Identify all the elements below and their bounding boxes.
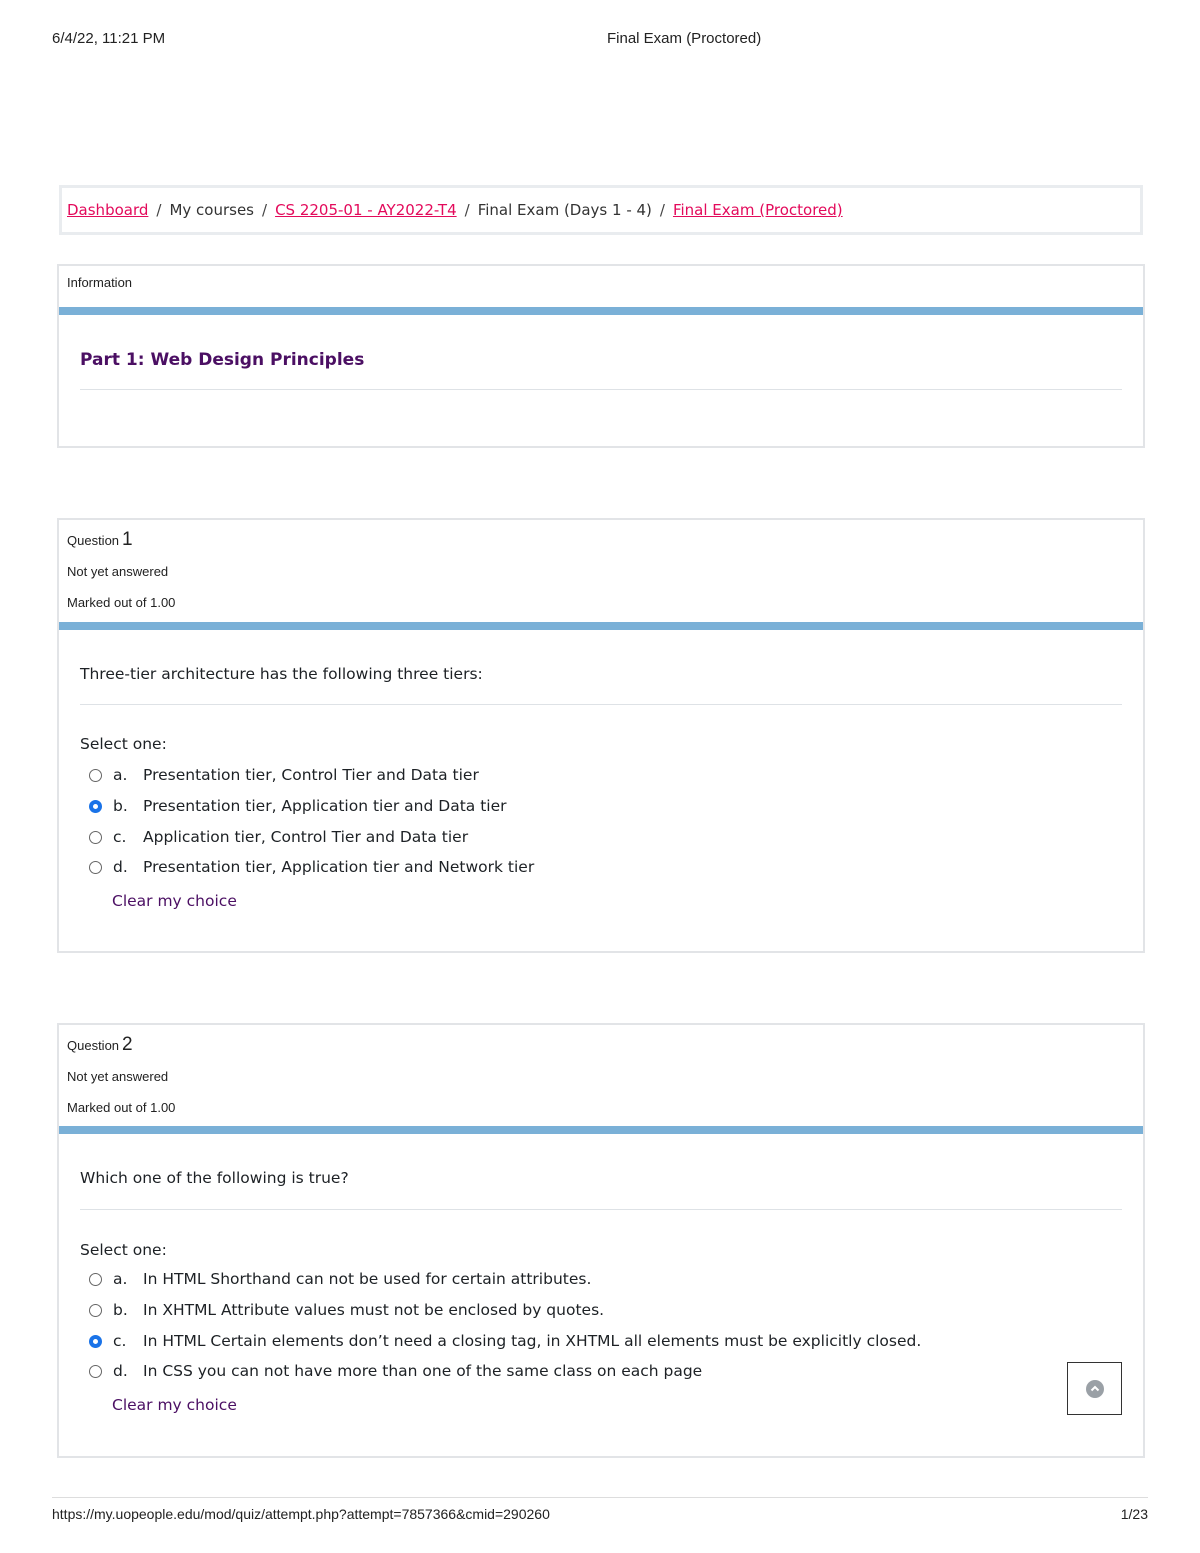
print-page-number: 1/23 bbox=[1120, 1506, 1148, 1522]
option-letter: a. bbox=[113, 766, 128, 784]
question-number: 2 bbox=[122, 1034, 133, 1055]
option-letter: d. bbox=[113, 858, 128, 876]
part-title: Part 1: Web Design Principles bbox=[80, 350, 365, 370]
question-card-1 bbox=[57, 518, 1145, 953]
print-url: https://my.uopeople.edu/mod/quiz/attempt.php?attempt=7857366&cmid=290260 bbox=[52, 1506, 550, 1522]
answer-option-c[interactable] bbox=[89, 1332, 921, 1350]
radio-button[interactable] bbox=[89, 1273, 102, 1286]
breadcrumb-separator: / bbox=[659, 201, 665, 219]
option-text: In CSS you can not have more than one of the same class on each page bbox=[143, 1362, 703, 1380]
print-date: 6/4/22, 11:21 PM bbox=[52, 30, 166, 47]
option-letter: a. bbox=[113, 1270, 128, 1288]
clear-choice-link[interactable]: Clear my choice bbox=[112, 892, 237, 910]
breadcrumb-my-courses: My courses bbox=[169, 201, 254, 219]
information-card bbox=[57, 264, 1145, 448]
breadcrumb-course-link[interactable]: CS 2205-01 - AY2022-T4 bbox=[275, 201, 457, 219]
radio-button[interactable] bbox=[89, 769, 102, 782]
option-letter: b. bbox=[113, 1301, 128, 1319]
radio-button[interactable] bbox=[89, 1304, 102, 1317]
answer-option-b[interactable] bbox=[89, 1301, 604, 1319]
divider bbox=[80, 704, 1122, 705]
information-label: Information bbox=[67, 275, 133, 290]
option-letter: d. bbox=[113, 1362, 128, 1380]
option-text: In HTML Certain elements don’t need a closing tag, in XHTML all elements must be explicitly closed. bbox=[143, 1332, 922, 1350]
option-text: Presentation tier, Application tier and Network tier bbox=[143, 858, 535, 876]
question-status: Not yet answered bbox=[67, 1069, 169, 1084]
question-marks: Marked out of 1.00 bbox=[67, 595, 176, 610]
clear-choice-link[interactable]: Clear my choice bbox=[112, 1396, 237, 1414]
answer-option-d[interactable] bbox=[89, 858, 534, 876]
breadcrumb-section: Final Exam (Days 1 - 4) bbox=[477, 201, 652, 219]
answer-option-a[interactable] bbox=[89, 1270, 591, 1288]
option-text: Application tier, Control Tier and Data tier bbox=[143, 828, 469, 846]
answer-option-c[interactable] bbox=[89, 828, 468, 846]
answer-option-d[interactable] bbox=[89, 1362, 702, 1380]
divider bbox=[80, 389, 1122, 390]
option-text: In HTML Shorthand can not be used for certain attributes. bbox=[143, 1270, 592, 1288]
question-text: Which one of the following is true? bbox=[80, 1169, 349, 1187]
information-bar bbox=[59, 307, 1143, 315]
select-one-label: Select one: bbox=[80, 735, 167, 753]
chevron-up-icon bbox=[1086, 1380, 1104, 1398]
answer-option-b[interactable] bbox=[89, 797, 507, 815]
question-bar bbox=[59, 1126, 1143, 1134]
question-marks: Marked out of 1.00 bbox=[67, 1100, 176, 1115]
question-card-2 bbox=[57, 1023, 1145, 1458]
divider bbox=[80, 1209, 1122, 1210]
radio-button[interactable] bbox=[89, 1365, 102, 1378]
breadcrumb-separator: / bbox=[262, 201, 268, 219]
question-number: 1 bbox=[122, 529, 133, 550]
breadcrumb-current-link[interactable]: Final Exam (Proctored) bbox=[672, 201, 843, 219]
question-status: Not yet answered bbox=[67, 564, 169, 579]
breadcrumb-separator: / bbox=[464, 201, 470, 219]
radio-button-checked[interactable] bbox=[89, 800, 102, 813]
question-label: Question bbox=[67, 533, 120, 548]
option-letter: c. bbox=[113, 1332, 127, 1350]
option-letter: c. bbox=[113, 828, 127, 846]
back-to-top-button[interactable] bbox=[1067, 1362, 1122, 1415]
radio-button-checked[interactable] bbox=[89, 1335, 102, 1348]
answer-option-a[interactable] bbox=[89, 766, 479, 784]
question-text: Three-tier architecture has the following three tiers: bbox=[80, 665, 483, 683]
option-text: Presentation tier, Control Tier and Data tier bbox=[143, 766, 479, 784]
question-heading bbox=[59, 529, 133, 551]
breadcrumb-separator: / bbox=[156, 201, 162, 219]
question-heading bbox=[59, 1034, 133, 1056]
footer-divider bbox=[52, 1497, 1148, 1498]
radio-button[interactable] bbox=[89, 861, 102, 874]
option-text: In XHTML Attribute values must not be enclosed by quotes. bbox=[143, 1301, 605, 1319]
select-one-label: Select one: bbox=[80, 1241, 167, 1259]
breadcrumb-dashboard-link[interactable]: Dashboard bbox=[67, 201, 149, 219]
question-bar bbox=[59, 622, 1143, 630]
print-title: Final Exam (Proctored) bbox=[607, 30, 762, 47]
breadcrumb bbox=[59, 185, 1143, 235]
radio-button[interactable] bbox=[89, 831, 102, 844]
option-text: Presentation tier, Application tier and Data tier bbox=[143, 797, 507, 815]
question-label: Question bbox=[67, 1038, 120, 1053]
option-letter: b. bbox=[113, 797, 128, 815]
